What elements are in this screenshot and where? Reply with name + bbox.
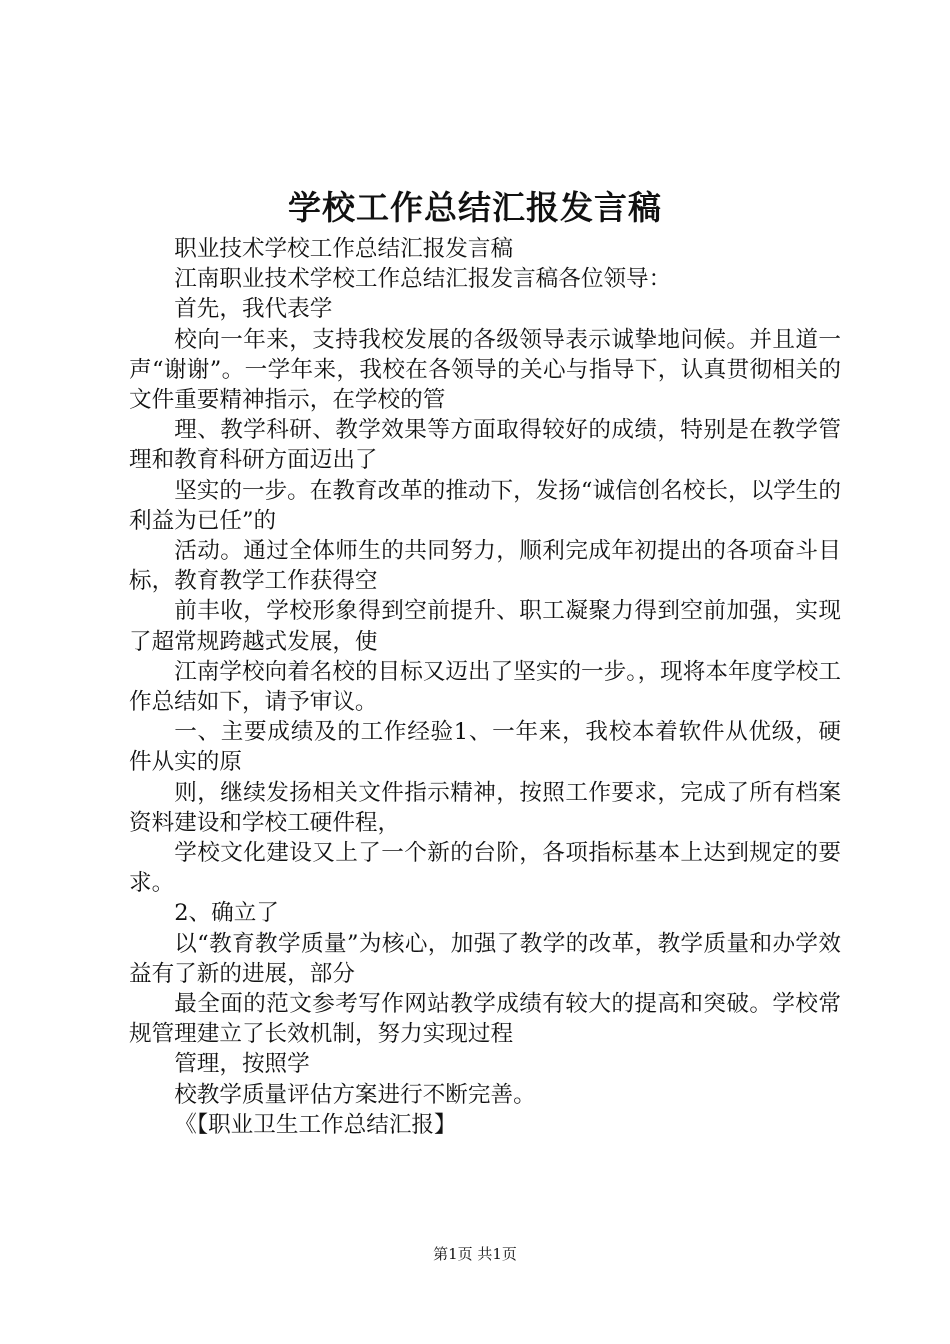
document-body <box>129 234 841 1140</box>
paragraph: 校教学质量评估方案进行不断完善。 <box>174 1081 536 1108</box>
paragraph: 则，继续发扬相关文件指示精神，按照工作要求，完成了所有档案资料建设和学校工硬件程， <box>129 779 841 836</box>
paragraph: 江南职业技术学校工作总结汇报发言稿各位领导： <box>174 266 672 293</box>
paragraph: 前丰收，学校形象得到空前提升、职工凝聚力得到空前加强，实现了超常规跨越式发展，使 <box>129 598 841 655</box>
paragraph: 活动。通过全体师生的共同努力，顺利完成年初提出的各项奋斗目标，教育教学工作获得空 <box>129 538 841 595</box>
paragraph: 理、教学科研、教学效果等方面取得较好的成绩，特别是在教学管理和教育科研方面迈出了 <box>129 417 841 474</box>
paragraph: 职业技术学校工作总结汇报发言稿 <box>174 236 514 262</box>
paragraph: 江南学校向着名校的目标又迈出了坚实的一步。，现将本年度学校工作总结如下，请予审议。 <box>129 658 841 716</box>
paragraph: 管理，按照学 <box>174 1051 310 1078</box>
paragraph: 校向一年来，支持我校发展的各级领导表示诚挚地问候。并且道一声“谢谢”。一学年来，我校在各领导的关心与指导下，认真贯彻相关的文件重要精神指示，在学校的管 <box>129 326 841 414</box>
paragraph: 2、确立了 <box>174 900 279 927</box>
document-title: 学校工作总结汇报发言稿 <box>288 188 662 227</box>
paragraph: 最全面的范文参考写作网站教学成绩有较大的提高和突破。学校常规管理建立了长效机制，努力实现过程 <box>129 991 841 1048</box>
paragraph: 首先，我代表学 <box>174 296 333 323</box>
paragraph: 坚实的一步。在教育改革的推动下，发扬“诚信创名校长，以学生的利益为已任”的 <box>129 477 841 534</box>
paragraph: 学校文化建设又上了一个新的台阶，各项指标基本上达到规定的要求。 <box>129 840 841 897</box>
paragraph: 一、主要成绩及的工作经验1、一年来，我校本着软件从优级，硬件从实的原 <box>129 719 841 776</box>
paragraph: 以“教育教学质量”为核心，加强了教学的改革，教学质量和办学效益有了新的进展，部分 <box>129 930 841 987</box>
paragraph: 《【职业卫生工作总结汇报】 <box>174 1111 457 1138</box>
page-number-footer: 第1页 共1页 <box>433 1245 517 1263</box>
